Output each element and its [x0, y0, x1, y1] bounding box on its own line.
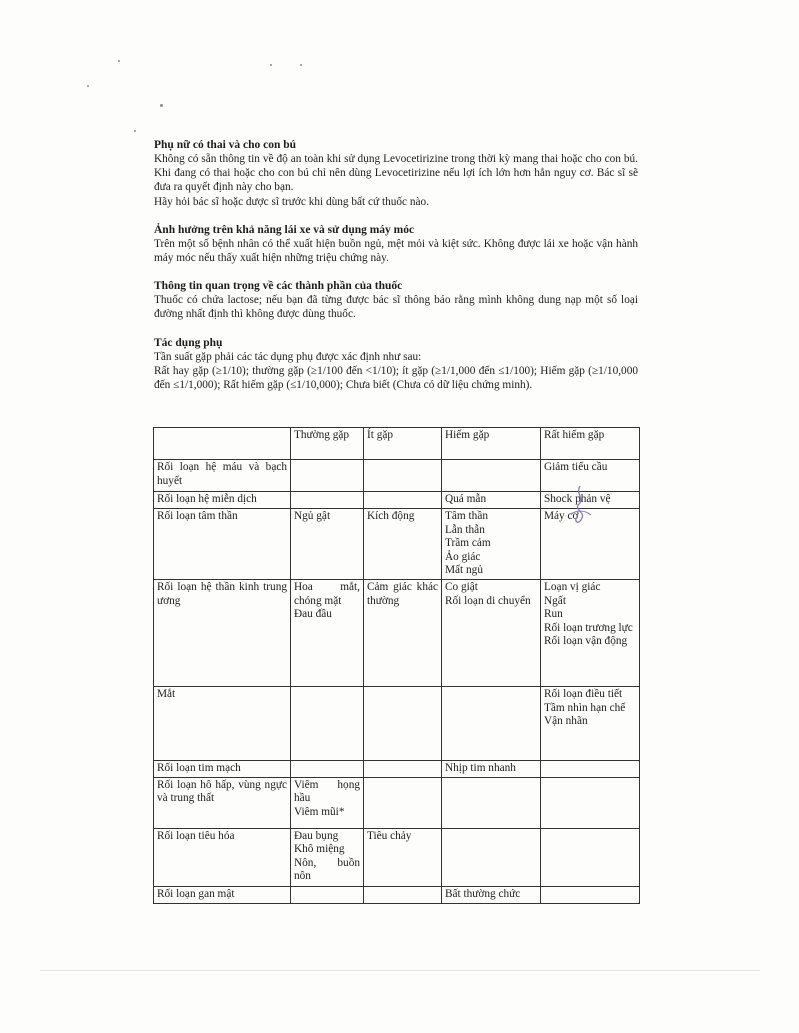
scan-speck [270, 64, 272, 66]
cell-text: Giảm tiểu cầu [544, 461, 608, 473]
cell-text: Quá mẫn [445, 493, 487, 505]
document-body [154, 138, 638, 406]
table-cell [291, 777, 364, 828]
row-category-cell [154, 509, 291, 580]
table-row [154, 886, 640, 903]
table-cell [291, 760, 364, 777]
table-cell [442, 509, 541, 580]
table-row [154, 579, 640, 686]
cell-text: Rối loạn hệ miễn dịch [157, 493, 257, 505]
cell-text: Rối loạn hệ máu và bạch huyết [157, 461, 287, 487]
cell-text: Khô miệng [294, 843, 345, 856]
table-cell [541, 886, 640, 903]
cell-text: Ngất [544, 594, 566, 607]
cell-text: Đau đầu [294, 608, 332, 621]
cell-text: Lẫn thẫn [445, 523, 485, 536]
table-header-cell: Rất hiếm gặp [541, 428, 640, 460]
scan-speck [118, 60, 120, 62]
cell-text: Trầm cảm [445, 537, 491, 550]
table-cell [541, 777, 640, 828]
table-cell [442, 777, 541, 828]
cell-text: Tầm nhìn hạn chế [544, 701, 626, 714]
table-cell [364, 509, 442, 580]
scan-speck [300, 64, 302, 66]
table-cell [364, 886, 442, 903]
table-cell [291, 492, 364, 509]
table-header-row [154, 428, 640, 460]
section-paragraph: Tần suất gặp phải các tác dụng phụ được xác định như sau: [154, 350, 422, 363]
cell-text: Nhịp tim nhanh [445, 761, 516, 774]
table-header-cell: Ít gặp [364, 428, 442, 460]
section-paragraph: Rất hay gặp (≥1/10); thường gặp (≥1/100 đến <1/10); ít gặp (≥1/1,000 đến ≤1/100); Hiếm gặp (≥1/10,000 đến ≤1/1,000); Rất hiếm gặp (≤1/10,000); Chưa biết (Chưa có dữ liệu chứng minh). [154, 364, 638, 392]
cell-text: Rối loạn tâm thần [157, 510, 238, 522]
table-cell [442, 460, 541, 492]
cell-text: Rối loạn di chuyển [445, 594, 531, 607]
cell-text: Run [544, 608, 563, 621]
cell-text: Bất thường chức [445, 887, 521, 900]
table-cell [541, 686, 640, 760]
cell-text: Ảo giác [445, 550, 481, 563]
cell-text: Viêm mũi* [294, 805, 345, 818]
scan-speck [134, 130, 136, 132]
cell-text: Tâm thần [445, 510, 488, 522]
row-category-cell [154, 760, 291, 777]
cell-text: Nôn, buồn nôn [294, 856, 360, 883]
section-ingredients [154, 279, 638, 321]
cell-text: Shock phản vệ [544, 493, 611, 505]
section-heading: Thông tin quan trọng về các thành phần của thuốc [154, 280, 403, 293]
table-cell [541, 828, 640, 886]
cell-text: Kích động [367, 510, 415, 522]
scan-speck [160, 104, 163, 107]
table-cell [364, 828, 442, 886]
section-side-effects [154, 336, 638, 393]
cell-text: Rối loạn tiêu hóa [157, 829, 235, 842]
cell-text: Rối loạn gan mật [157, 887, 235, 900]
section-heading: Ảnh hưởng trên khả năng lái xe và sử dụng máy móc [154, 223, 415, 236]
table-header-cell: Thường gặp [291, 428, 364, 460]
table-cell [442, 579, 541, 686]
section-heading: Phụ nữ có thai và cho con bú [154, 139, 297, 151]
table-body [154, 460, 640, 904]
table-cell [364, 686, 442, 760]
table-header-cell: Hiếm gặp [442, 428, 541, 460]
row-category-cell [154, 460, 291, 492]
cell-text: Rối loạn hệ thần kinh trung ương [157, 580, 287, 607]
section-paragraph: Không có sẵn thông tin về độ an toàn khi sử dụng Levocetirizine trong thời kỳ mang thai hoặc cho con bú. Khi đang có thai hoặc cho con bú chỉ nên dùng Levocetirizine nếu lợi ích lớn hơn hẳn nguy cơ. Bác sĩ sẽ đưa ra quyết định này cho bạn. [154, 153, 638, 194]
cell-text: Rối loạn tim mạch [157, 761, 241, 774]
cell-text: Đau bụng [294, 829, 339, 842]
section-paragraph: Hãy hỏi bác sĩ hoặc dược sĩ trước khi dùng bất cứ thuốc nào. [154, 195, 430, 208]
table-cell [364, 777, 442, 828]
row-category-cell [154, 886, 291, 903]
section-pregnancy [154, 138, 638, 209]
scan-speck [87, 85, 89, 87]
table-cell [364, 492, 442, 509]
table-cell [364, 579, 442, 686]
cell-text: Hoa mắt, chóng mặt [294, 580, 360, 607]
section-paragraph: Trên một số bệnh nhân có thể xuất hiện buồn ngủ, mệt mỏi và kiệt sức. Không được lái xe hoặc vận hành máy móc nếu thấy xuất hiện những triệu chứng này. [154, 237, 638, 265]
table-cell [442, 886, 541, 903]
table-cell [442, 760, 541, 777]
table-row [154, 760, 640, 777]
cell-text: Tiêu chảy [367, 829, 412, 842]
table-row [154, 828, 640, 886]
cell-text: Mất ngủ [445, 564, 483, 577]
cell-text: Rối loạn trương lực [544, 621, 633, 634]
table-cell [291, 686, 364, 760]
table-cell [291, 886, 364, 903]
table-cell [442, 492, 541, 509]
table-cell [291, 579, 364, 686]
table-cell [291, 460, 364, 492]
cell-text: Vận nhãn [544, 715, 588, 728]
table-cell [291, 509, 364, 580]
table-cell [442, 828, 541, 886]
row-category-cell [154, 828, 291, 886]
row-category-cell [154, 492, 291, 509]
cell-text: Rối loạn điều tiết [544, 687, 623, 700]
cell-text: Viêm họng hầu [294, 778, 360, 805]
cell-text: Co giật [445, 580, 478, 593]
row-category-cell [154, 579, 291, 686]
table-row [154, 686, 640, 760]
section-heading: Tác dụng phụ [154, 336, 223, 349]
section-driving [154, 223, 638, 265]
cell-text: Máy cơ [544, 510, 579, 522]
cell-text: Loạn vị giác [544, 580, 601, 593]
scan-footer-line [40, 970, 760, 971]
cell-text: Cảm giác khác thường [367, 580, 438, 607]
table-cell [541, 579, 640, 686]
cell-text: Ngủ gật [294, 510, 331, 522]
table-cell [364, 760, 442, 777]
section-paragraph: Thuốc có chứa lactose; nếu bạn đã từng được bác sĩ thông báo rằng mình không dung nạp một số loại đường nhất định thì không được dùng thuốc. [154, 294, 638, 321]
cell-text: Rối loạn vận động [544, 635, 628, 648]
row-category-cell [154, 686, 291, 760]
row-category-cell [154, 777, 291, 828]
cell-text: Rối loạn hô hấp, vùng ngực và trung thất [157, 778, 287, 805]
signature-mark [567, 484, 593, 526]
cell-text: Mắt [157, 687, 176, 700]
table-cell [541, 760, 640, 777]
table-cell [291, 828, 364, 886]
table-header-cell [154, 428, 291, 460]
table-cell [442, 686, 541, 760]
table-cell [364, 460, 442, 492]
table-row [154, 777, 640, 828]
